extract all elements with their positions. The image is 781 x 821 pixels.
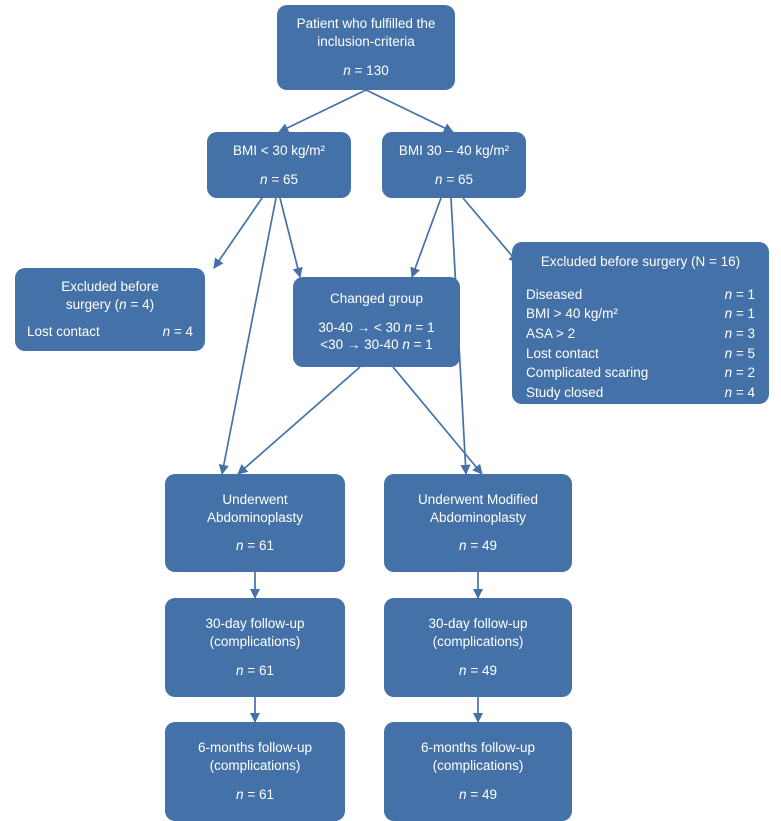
node-excluded-small-line1: Excluded before xyxy=(61,279,159,294)
node-followup6-right-line2: (complications) xyxy=(432,758,524,774)
node-bmi-high-label: BMI 30 – 40 kg/m² xyxy=(398,142,510,158)
node-followup6-left xyxy=(165,722,345,821)
node-followup30-right-count: n = 49 xyxy=(459,662,497,678)
node-followup30-left-count: n = 61 xyxy=(236,662,274,678)
excluded-row: Lost contact n = 5 xyxy=(526,345,755,361)
excluded-row: Complicated scaring n = 2 xyxy=(526,365,755,381)
node-modified-abdominoplasty xyxy=(384,474,572,572)
excluded-row: BMI > 40 kg/m² n = 1 xyxy=(526,306,755,322)
node-excluded-small xyxy=(15,268,205,351)
node-bmi-high-count: n = 65 xyxy=(435,171,473,187)
node-followup30-left-line2: (complications) xyxy=(209,634,301,650)
node-followup6-right-line1: 6-months follow-up xyxy=(420,740,536,756)
node-root-line2: inclusion-criteria xyxy=(317,34,415,50)
node-bmi-low-label: BMI < 30 kg/m² xyxy=(233,142,325,158)
node-excluded-large xyxy=(512,242,769,404)
node-followup30-left xyxy=(165,598,345,697)
node-excluded-small-line2: surgery (n = 4) xyxy=(65,296,155,312)
node-followup30-left-line1: 30-day follow-up xyxy=(205,616,305,632)
node-root xyxy=(277,5,455,90)
node-bmi-high xyxy=(382,132,526,198)
node-followup6-right-count: n = 49 xyxy=(459,786,497,802)
node-followup6-left-line1: 6-months follow-up xyxy=(197,740,313,756)
node-abdominoplasty-line1: Underwent xyxy=(222,491,288,507)
node-followup30-right xyxy=(384,598,572,697)
node-bmi-low-count: n = 65 xyxy=(260,171,298,187)
node-changed-group-row1: 30-40 → < 30 n = 1 xyxy=(318,319,435,335)
node-abdominoplasty xyxy=(165,474,345,572)
spacer xyxy=(27,314,193,324)
node-changed-group-title: Changed group xyxy=(329,290,424,306)
excluded-row: ASA > 2 n = 3 xyxy=(526,325,755,341)
node-modified-abdominoplasty-line2: Abdominoplasty xyxy=(429,509,527,525)
node-modified-abdominoplasty-count: n = 49 xyxy=(459,538,497,554)
node-abdominoplasty-count: n = 61 xyxy=(236,538,274,554)
node-followup6-left-line2: (complications) xyxy=(209,758,301,774)
node-followup30-right-line1: 30-day follow-up xyxy=(428,616,528,632)
excluded-row: Diseased n = 1 xyxy=(526,286,755,302)
node-changed-group-row2: <30 → 30-40 n = 1 xyxy=(320,337,433,353)
node-followup6-left-count: n = 61 xyxy=(236,786,274,802)
node-changed-group xyxy=(293,277,460,367)
node-followup6-right xyxy=(384,722,572,821)
node-root-line1: Patient who fulfilled the xyxy=(296,16,436,32)
node-abdominoplasty-line2: Abdominoplasty xyxy=(206,509,304,525)
node-bmi-low xyxy=(207,132,351,198)
node-modified-abdominoplasty-line1: Underwent Modified xyxy=(417,491,539,507)
node-excluded-large-title: Excluded before surgery (N = 16) xyxy=(540,254,741,269)
node-root-count: n = 130 xyxy=(343,62,389,78)
node-excluded-small-row: Lost contact n = 4 xyxy=(27,324,193,340)
excluded-row: Study closed n = 4 xyxy=(526,384,755,400)
node-followup30-right-line2: (complications) xyxy=(432,634,524,650)
